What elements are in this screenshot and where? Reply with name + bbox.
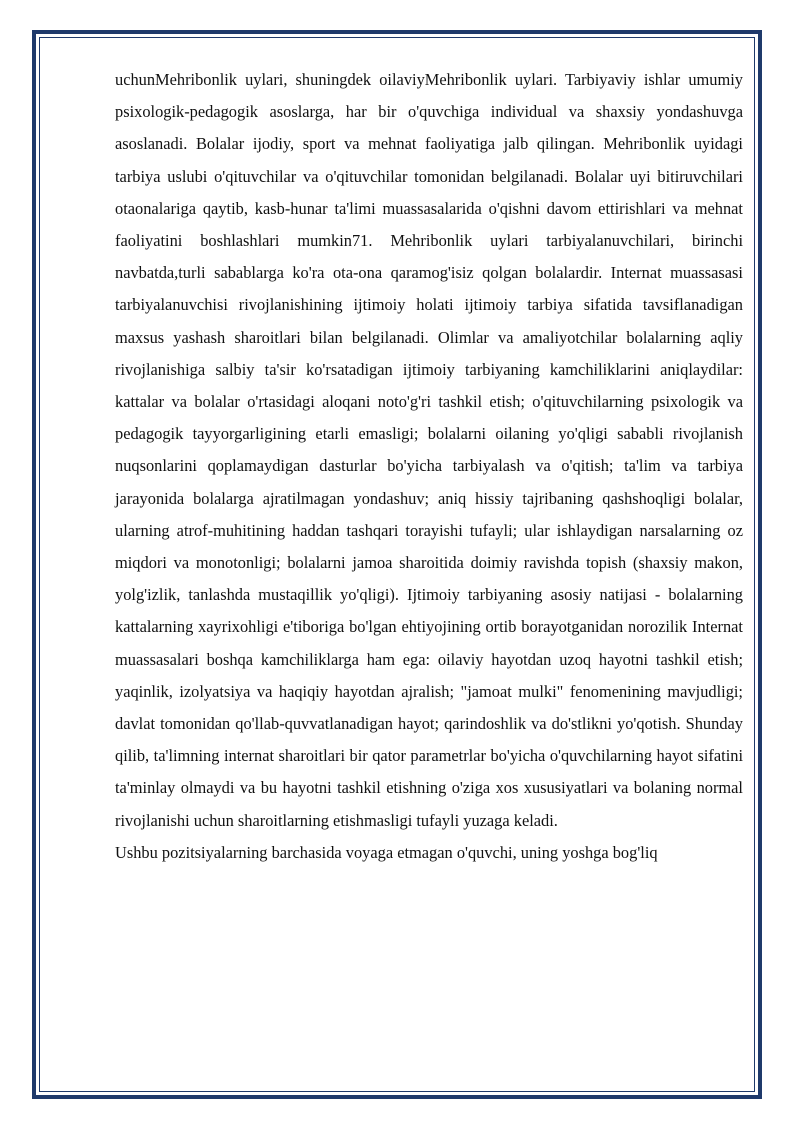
paragraph-1: uchunMehribonlik uylari, shuningdek oilaviyMehribonlik uylari. Tarbiyaviy ishlar umumiy psixologik-pedagogik asoslarga, har bir o'quvchiga individual va shaxsiy yondashuvga asoslanadi. Bolalar ijodiy, sport va mehnat faoliyatiga jalb qilingan. Mehribonlik uyidagi tarbiya uslubi o'qituvchilar va o'qituvchilar tomonidan belgilanadi. Bolalar uyi bitiruvchilari otaonalariga qaytib, kasb-hunar ta'limi muassasalarida o'qishni davom ettirishlari va mehnat faoliyatini boshlashlari mumkin71. Mehribonlik uylari tarbiyalanuvchilari, birinchi navbatda,turli sabablarga ko'ra ota-ona qaramog'isiz qolgan bolalardir. Internat muassasasi tarbiyalanuvchisi rivojlanishining ijtimoiy holati ijtimoiy tarbiya sifatida tavsiflanadigan maxsus yashash sharoitlari bilan belgilanadi. Olimlar va amaliyotchilar bolalarning aqliy rivojlanishiga salbiy ta'sir ko'rsatadigan ijtimoiy tarbiyaning kamchiliklarini aniqlaydilar: kattalar va bolalar o'rtasidagi aloqani noto'g'ri tashkil etish; o'qituvchilarning psixologik va pedagogik tayyorgarligining etarli emasligi; bolalarni oilaning yo'qligi sababli rivojlanish nuqsonlarini qoplamaydigan dasturlar bo'yicha tarbiyalash va o'qitish; ta'lim va tarbiya jarayonida bolalarga ajratilmagan yondashuv; aniq hissiy tajribaning qashshoqligi bolalar, ularning atrof-muhitining haddan tashqari torayishi tufayli; ular ishlaydigan narsalarning oz miqdori va monotonligi; bolalarni jamoa sharoitida doimiy ravishda topish (shaxsiy makon, yolg'izlik, tanlashda mustaqillik yo'qligi). Ijtimoiy tarbiyaning asosiy natijasi - bolalarning kattalarning xayrixohligi e'tiboriga bo'lgan ehtiyojining ortib borayotganidan norozilik Internat muassasalari boshqa kamchiliklarga ham ega: oilaviy hayotdan uzoq hayotni tashkil etish; yaqinlik, izolyatsiya va haqiqiy hayotdan ajralish; "jamoat mulki" fenomenining mavjudligi; davlat tomonidan qo'llab-quvvatlanadigan hayot; qarindoshlik va do'stlikni yo'qotish. Shunday qilib, ta'limning internat sharoitlari bir qator parametrlar bo'yicha o'quvchilarning hayot sifatini ta'minlay olmaydi va bu hayotni tashkil etishning o'ziga xos xususiyatlari va bolaning normal rivojlanishi uchun sharoitlarning etishmasligi tufayli yuzaga keladi.	[115, 70, 743, 830]
paragraph-2: Ushbu pozitsiyalarning barchasida voyaga etmagan o'quvchi, uning yoshga bog'liq	[115, 842, 658, 862]
document-body	[115, 64, 743, 869]
